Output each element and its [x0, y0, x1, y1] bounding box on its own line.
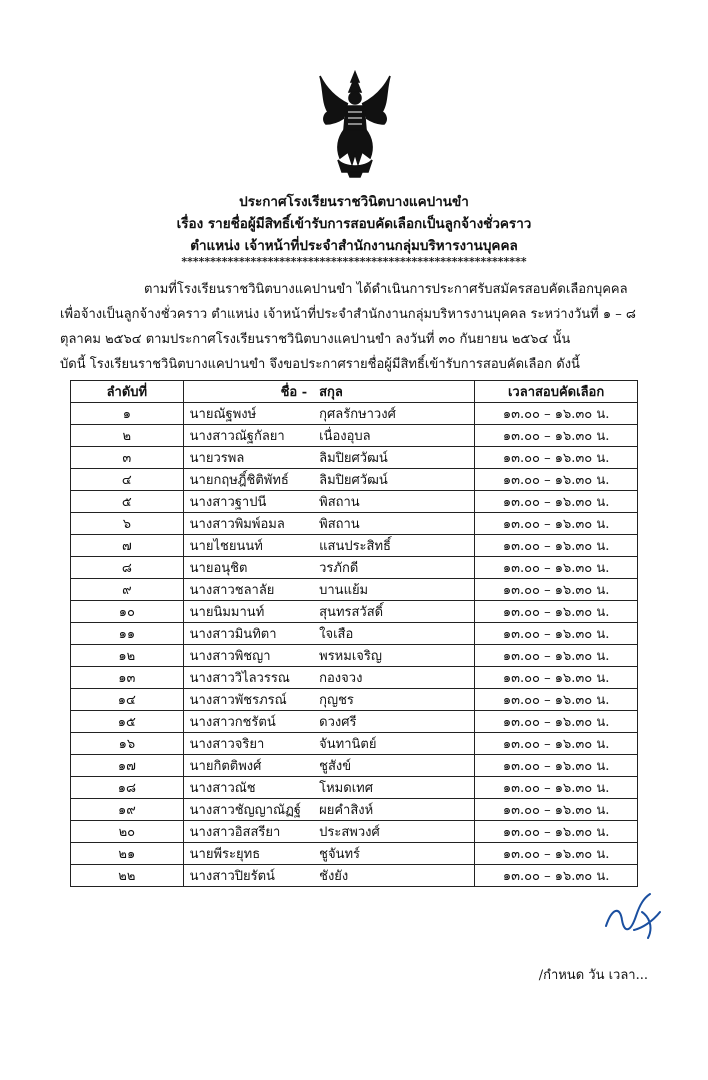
row-number: ๒๑: [71, 843, 184, 865]
table-row: [71, 535, 638, 557]
row-exam-time: ๑๓.๐๐ – ๑๖.๓๐ น.: [475, 821, 638, 843]
row-last-name: กุศลรักษาวงศ์: [313, 403, 475, 425]
header-name: ชื่อ -: [183, 381, 313, 403]
row-last-name: เนื่องอุบล: [313, 425, 475, 447]
row-last-name: โหมดเทศ: [313, 777, 475, 799]
row-last-name: ดวงศรี: [313, 711, 475, 733]
row-exam-time: ๑๓.๐๐ – ๑๖.๓๐ น.: [475, 667, 638, 689]
table-header-row: [71, 381, 638, 403]
table-row: [71, 821, 638, 843]
table-row: [71, 843, 638, 865]
table-row: [71, 689, 638, 711]
row-number: ๘: [71, 557, 184, 579]
row-first-name: นางสาววิไลวรรณ: [183, 667, 313, 689]
row-last-name: กุญชร: [313, 689, 475, 711]
row-first-name: นางสาวกชรัตน์: [183, 711, 313, 733]
row-number: ๑๐: [71, 601, 184, 623]
announcement-title: ประกาศโรงเรียนราชวินิตบางแคปานขำ: [239, 194, 469, 210]
row-number: ๗: [71, 535, 184, 557]
row-first-name: นางสาวปิยรัตน์: [183, 865, 313, 887]
row-exam-time: ๑๓.๐๐ – ๑๖.๓๐ น.: [475, 557, 638, 579]
row-first-name: นางสาวพัชรภรณ์: [183, 689, 313, 711]
table-row: [71, 755, 638, 777]
row-number: ๑๒: [71, 645, 184, 667]
garuda-emblem-icon: [318, 68, 392, 178]
row-last-name: ลิมปิยศวัฒน์: [313, 447, 475, 469]
row-exam-time: ๑๓.๐๐ – ๑๖.๓๐ น.: [475, 447, 638, 469]
continuation-note: /กำหนด วัน เวลา...: [538, 968, 648, 983]
table-row: [71, 403, 638, 425]
row-exam-time: ๑๓.๐๐ – ๑๖.๓๐ น.: [475, 513, 638, 535]
row-last-name: จันทานิตย์: [313, 733, 475, 755]
row-first-name: นายนิมมานท์: [183, 601, 313, 623]
table-row: [71, 469, 638, 491]
row-first-name: นางสาวพิชญา: [183, 645, 313, 667]
table-row: [71, 557, 638, 579]
table-row: [71, 799, 638, 821]
row-first-name: นางสาวฐาปนี: [183, 491, 313, 513]
row-last-name: พิสถาน: [313, 491, 475, 513]
row-last-name: ชังยัง: [313, 865, 475, 887]
table-row: [71, 447, 638, 469]
row-first-name: นางสาวชัญญาณัฏฐ์: [183, 799, 313, 821]
row-first-name: นางสาวจริยา: [183, 733, 313, 755]
row-last-name: ผยคำสิงห์: [313, 799, 475, 821]
announcement-position: ตำแหน่ง เจ้าหน้าที่ประจำสำนักงานกลุ่มบริหารงานบุคคล: [190, 238, 518, 254]
row-exam-time: ๑๓.๐๐ – ๑๖.๓๐ น.: [475, 623, 638, 645]
row-number: ๙: [71, 579, 184, 601]
row-exam-time: ๑๓.๐๐ – ๑๖.๓๐ น.: [475, 601, 638, 623]
row-first-name: นางสาวณัฐกัลยา: [183, 425, 313, 447]
row-exam-time: ๑๓.๐๐ – ๑๖.๓๐ น.: [475, 403, 638, 425]
header-no: ลำดับที่: [71, 381, 184, 403]
table-row: [71, 579, 638, 601]
table-row: [71, 777, 638, 799]
row-last-name: แสนประสิทธิ์: [313, 535, 475, 557]
row-number: ๑๖: [71, 733, 184, 755]
row-first-name: นางสาวพิมพ์อมล: [183, 513, 313, 535]
signature-icon: [598, 886, 668, 946]
candidate-table: [70, 380, 638, 887]
row-exam-time: ๑๓.๐๐ – ๑๖.๓๐ น.: [475, 755, 638, 777]
row-number: ๕: [71, 491, 184, 513]
row-exam-time: ๑๓.๐๐ – ๑๖.๓๐ น.: [475, 579, 638, 601]
row-exam-time: ๑๓.๐๐ – ๑๖.๓๐ น.: [475, 689, 638, 711]
row-last-name: ประสพวงศ์: [313, 821, 475, 843]
table-row: [71, 601, 638, 623]
row-number: ๒๒: [71, 865, 184, 887]
body-line-3: ตุลาคม ๒๕๖๔ ตามประกาศโรงเรียนราชวินิตบางแคปานขำ ลงวันที่ ๓๐ กันยายน ๒๕๖๔ นั้น: [60, 332, 571, 347]
row-first-name: นางสาวณัช: [183, 777, 313, 799]
row-last-name: บานแย้ม: [313, 579, 475, 601]
row-first-name: นางสาวมินทิตา: [183, 623, 313, 645]
row-exam-time: ๑๓.๐๐ – ๑๖.๓๐ น.: [475, 777, 638, 799]
row-number: ๑๔: [71, 689, 184, 711]
row-first-name: นายอนุชิต: [183, 557, 313, 579]
row-last-name: วรภักดี: [313, 557, 475, 579]
row-first-name: นายณัฐพงษ์: [183, 403, 313, 425]
header-time: เวลาสอบคัดเลือก: [475, 381, 638, 403]
table-row: [71, 667, 638, 689]
row-number: ๑๘: [71, 777, 184, 799]
row-last-name: ใจเสือ: [313, 623, 475, 645]
body-line-4: บัดนี้ โรงเรียนราชวินิตบางแคปานขำ จึงขอประกาศรายชื่อผู้มีสิทธิ์เข้ารับการสอบคัดเลือก ดังนี้: [60, 357, 580, 372]
table-row: [71, 623, 638, 645]
row-first-name: นายกิตติพงศ์: [183, 755, 313, 777]
row-exam-time: ๑๓.๐๐ – ๑๖.๓๐ น.: [475, 733, 638, 755]
table-row: [71, 645, 638, 667]
table-row: [71, 711, 638, 733]
table-row: [71, 513, 638, 535]
row-first-name: นายวรพล: [183, 447, 313, 469]
table-row: [71, 865, 638, 887]
announcement-subject: เรื่อง รายชื่อผู้มีสิทธิ์เข้ารับการสอบคัดเลือกเป็นลูกจ้างชั่วคราว: [176, 216, 532, 232]
row-last-name: สุนทรสวัสดิ์: [313, 601, 475, 623]
separator-line: ************************************************************: [181, 255, 527, 268]
table-row: [71, 733, 638, 755]
row-first-name: นายไชยนนท์: [183, 535, 313, 557]
body-line-1: ตามที่โรงเรียนราชวินิตบางแคปานขำ ได้ดำเนินการประกาศรับสมัครสอบคัดเลือกบุคคล: [144, 282, 628, 297]
row-number: ๒๐: [71, 821, 184, 843]
row-number: ๑: [71, 403, 184, 425]
row-first-name: นางสาวอิสสรียา: [183, 821, 313, 843]
row-last-name: พิสถาน: [313, 513, 475, 535]
row-exam-time: ๑๓.๐๐ – ๑๖.๓๐ น.: [475, 799, 638, 821]
row-last-name: พรหมเจริญ: [313, 645, 475, 667]
row-exam-time: ๑๓.๐๐ – ๑๖.๓๐ น.: [475, 469, 638, 491]
row-number: ๑๙: [71, 799, 184, 821]
row-last-name: ชูจันทร์: [313, 843, 475, 865]
row-first-name: นางสาวชลาลัย: [183, 579, 313, 601]
row-number: ๑๑: [71, 623, 184, 645]
header-surname: สกุล: [313, 381, 475, 403]
table-row: [71, 491, 638, 513]
table-row: [71, 425, 638, 447]
row-last-name: ลิมปิยศวัฒน์: [313, 469, 475, 491]
table-body: [71, 403, 638, 887]
row-number: ๑๓: [71, 667, 184, 689]
row-first-name: นายพีระยุทธ: [183, 843, 313, 865]
row-exam-time: ๑๓.๐๐ – ๑๖.๓๐ น.: [475, 711, 638, 733]
row-number: ๖: [71, 513, 184, 535]
row-exam-time: ๑๓.๐๐ – ๑๖.๓๐ น.: [475, 865, 638, 887]
body-line-2: เพื่อจ้างเป็นลูกจ้างชั่วคราว ตำแหน่ง เจ้าหน้าที่ประจำสำนักงานกลุ่มบริหารงานบุคคล ระหว่างวันที่ ๑ – ๘: [60, 307, 636, 322]
row-exam-time: ๑๓.๐๐ – ๑๖.๓๐ น.: [475, 491, 638, 513]
row-number: ๑๕: [71, 711, 184, 733]
row-number: ๔: [71, 469, 184, 491]
row-last-name: กองจวง: [313, 667, 475, 689]
row-exam-time: ๑๓.๐๐ – ๑๖.๓๐ น.: [475, 535, 638, 557]
row-number: ๒: [71, 425, 184, 447]
row-exam-time: ๑๓.๐๐ – ๑๖.๓๐ น.: [475, 843, 638, 865]
row-number: ๑๗: [71, 755, 184, 777]
row-number: ๓: [71, 447, 184, 469]
row-exam-time: ๑๓.๐๐ – ๑๖.๓๐ น.: [475, 425, 638, 447]
row-first-name: นายกฤษฎิ์ชิติพัทธ์: [183, 469, 313, 491]
row-exam-time: ๑๓.๐๐ – ๑๖.๓๐ น.: [475, 645, 638, 667]
row-last-name: ชูสังข์: [313, 755, 475, 777]
